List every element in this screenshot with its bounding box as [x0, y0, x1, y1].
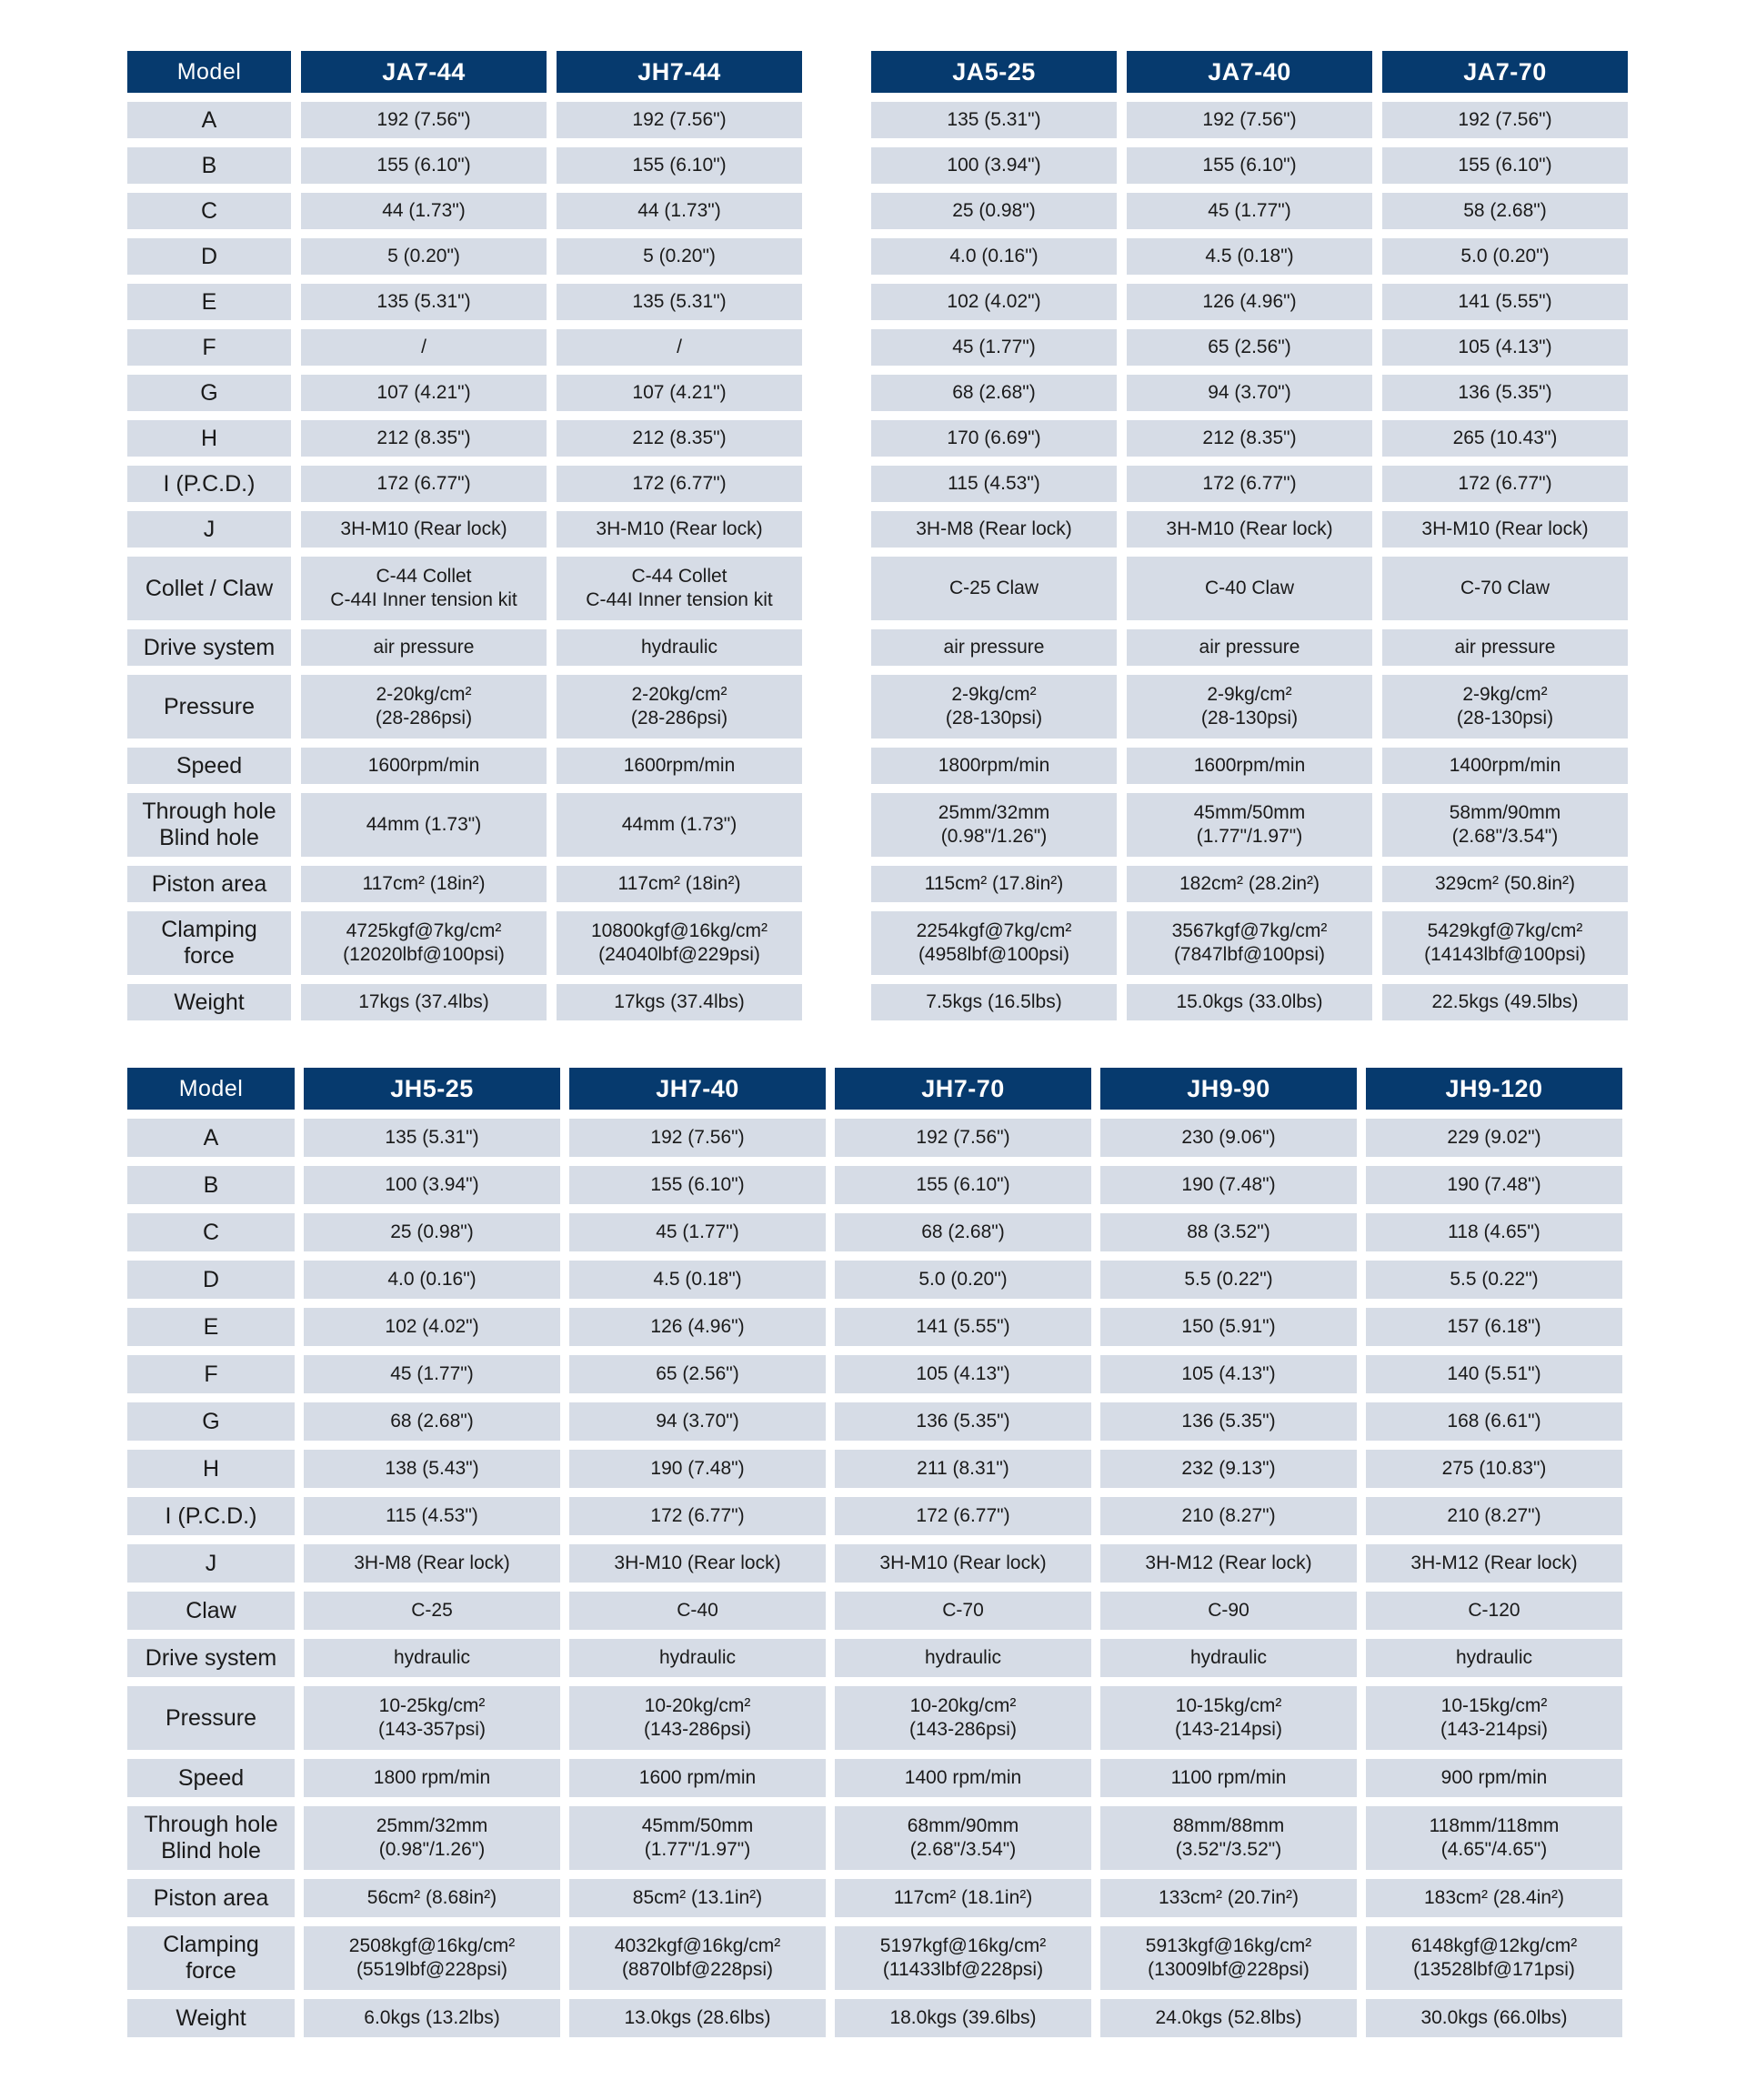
spec-cell: hydraulic: [835, 1639, 1091, 1677]
spec-cell: 5197kgf@16kg/cm² (11433lbf@228psi): [835, 1926, 1091, 1990]
spec-cell: 1600rpm/min: [557, 748, 802, 784]
spec-table-2: [127, 1068, 1622, 2037]
column-gap: [812, 51, 861, 93]
row-label: Pressure: [127, 675, 291, 739]
row-label: Through hole Blind hole: [127, 793, 291, 857]
spec-cell: 100 (3.94"): [871, 147, 1117, 184]
model-header: JA7-70: [1382, 51, 1628, 93]
row-label: G: [127, 375, 291, 411]
model-header: JH9-90: [1100, 1068, 1357, 1110]
spec-cell: 107 (4.21"): [557, 375, 802, 411]
spec-cell: 115 (4.53"): [304, 1497, 560, 1535]
spec-cell: 4.5 (0.18"): [1127, 238, 1372, 275]
spec-cell: 105 (4.13"): [835, 1355, 1091, 1393]
spec-cell: 102 (4.02"): [871, 284, 1117, 320]
model-header: JH5-25: [304, 1068, 560, 1110]
spec-cell: 5429kgf@7kg/cm² (14143lbf@100psi): [1382, 911, 1628, 975]
spec-cell: 25 (0.98"): [304, 1213, 560, 1251]
spec-cell: 275 (10.83"): [1366, 1450, 1622, 1488]
spec-cell: 1800 rpm/min: [304, 1759, 560, 1797]
spec-cell: 25mm/32mm (0.98"/1.26"): [871, 793, 1117, 857]
spec-cell: 5913kgf@16kg/cm² (13009lbf@228psi): [1100, 1926, 1357, 1990]
spec-cell: 2-9kg/cm² (28-130psi): [1127, 675, 1372, 739]
spec-cell: C-40: [569, 1592, 826, 1630]
spec-cell: 136 (5.35"): [835, 1402, 1091, 1441]
spec-cell: C-90: [1100, 1592, 1357, 1630]
spec-cell: 172 (6.77"): [557, 466, 802, 502]
spec-cell: 232 (9.13"): [1100, 1450, 1357, 1488]
spec-cell: 3H-M8 (Rear lock): [871, 511, 1117, 548]
model-header: JH7-40: [569, 1068, 826, 1110]
spec-cell: 10-20kg/cm² (143-286psi): [835, 1686, 1091, 1750]
spec-cell: 65 (2.56"): [1127, 329, 1372, 366]
spec-cell: 133cm² (20.7in²): [1100, 1879, 1357, 1917]
spec-cell: 4.0 (0.16"): [871, 238, 1117, 275]
spec-cell: 155 (6.10"): [1127, 147, 1372, 184]
spec-cell: 117cm² (18in²): [557, 866, 802, 902]
spec-cell: 3H-M10 (Rear lock): [557, 511, 802, 548]
spec-cell: 136 (5.35"): [1382, 375, 1628, 411]
spec-cell: /: [557, 329, 802, 366]
spec-cell: 68 (2.68"): [835, 1213, 1091, 1251]
spec-cell: 1100 rpm/min: [1100, 1759, 1357, 1797]
spec-cell: 13.0kgs (28.6lbs): [569, 1999, 826, 2037]
spec-cell: 44 (1.73"): [301, 193, 547, 229]
spec-cell: 2254kgf@7kg/cm² (4958lbf@100psi): [871, 911, 1117, 975]
spec-cell: 172 (6.77"): [569, 1497, 826, 1535]
spec-cell: C-25: [304, 1592, 560, 1630]
spec-cell: 2-9kg/cm² (28-130psi): [1382, 675, 1628, 739]
spec-cell: 172 (6.77"): [1382, 466, 1628, 502]
spec-cell: air pressure: [1382, 629, 1628, 666]
spec-cell: hydraulic: [1100, 1639, 1357, 1677]
spec-cell: 230 (9.06"): [1100, 1119, 1357, 1157]
spec-cell: 45mm/50mm (1.77"/1.97"): [569, 1806, 826, 1870]
row-label: E: [127, 1308, 295, 1346]
spec-cell: 118mm/118mm (4.65"/4.65"): [1366, 1806, 1622, 1870]
spec-cell: 192 (7.56"): [557, 102, 802, 138]
row-label: Drive system: [127, 629, 291, 666]
spec-cell: 212 (8.35"): [301, 420, 547, 457]
spec-cell: 10800kgf@16kg/cm² (24040lbf@229psi): [557, 911, 802, 975]
spec-cell: 88 (3.52"): [1100, 1213, 1357, 1251]
spec-cell: 5 (0.20"): [301, 238, 547, 275]
spec-cell: 136 (5.35"): [1100, 1402, 1357, 1441]
spec-cell: 5.5 (0.22"): [1366, 1261, 1622, 1299]
spec-cell: 45 (1.77"): [304, 1355, 560, 1393]
column-gap: [812, 511, 861, 548]
spec-cell: 15.0kgs (33.0lbs): [1127, 984, 1372, 1020]
spec-cell: 105 (4.13"): [1100, 1355, 1357, 1393]
column-gap: [812, 193, 861, 229]
column-gap: [812, 375, 861, 411]
spec-cell: 3H-M10 (Rear lock): [1127, 511, 1372, 548]
spec-cell: 211 (8.31"): [835, 1450, 1091, 1488]
spec-cell: C-120: [1366, 1592, 1622, 1630]
spec-cell: 265 (10.43"): [1382, 420, 1628, 457]
spec-cell: 115 (4.53"): [871, 466, 1117, 502]
spec-cell: 192 (7.56"): [835, 1119, 1091, 1157]
spec-cell: 155 (6.10"): [1382, 147, 1628, 184]
spec-cell: 3H-M10 (Rear lock): [569, 1544, 826, 1583]
spec-cell: 45 (1.77"): [871, 329, 1117, 366]
spec-cell: 4.0 (0.16"): [304, 1261, 560, 1299]
spec-cell: 172 (6.77"): [835, 1497, 1091, 1535]
row-label: Claw: [127, 1592, 295, 1630]
spec-cell: 3H-M12 (Rear lock): [1366, 1544, 1622, 1583]
row-label: Through hole Blind hole: [127, 1806, 295, 1870]
column-gap: [812, 147, 861, 184]
spec-cell: 105 (4.13"): [1382, 329, 1628, 366]
spec-cell: 329cm² (50.8in²): [1382, 866, 1628, 902]
spec-cell: 115cm² (17.8in²): [871, 866, 1117, 902]
spec-cell: 45 (1.77"): [1127, 193, 1372, 229]
row-label: H: [127, 1450, 295, 1488]
spec-cell: 1600 rpm/min: [569, 1759, 826, 1797]
spec-cell: 192 (7.56"): [1127, 102, 1372, 138]
spec-cell: 65 (2.56"): [569, 1355, 826, 1393]
spec-cell: 135 (5.31"): [557, 284, 802, 320]
row-label: Collet / Claw: [127, 557, 291, 620]
spec-cell: 18.0kgs (39.6lbs): [835, 1999, 1091, 2037]
spec-cell: 44mm (1.73"): [301, 793, 547, 857]
spec-cell: 192 (7.56"): [569, 1119, 826, 1157]
spec-cell: 172 (6.77"): [1127, 466, 1372, 502]
column-gap: [812, 284, 861, 320]
spec-cell: 4.5 (0.18"): [569, 1261, 826, 1299]
column-gap: [812, 629, 861, 666]
spec-cell: 5.5 (0.22"): [1100, 1261, 1357, 1299]
spec-cell: 138 (5.43"): [304, 1450, 560, 1488]
spec-table-1: [127, 51, 1628, 1020]
spec-cell: 126 (4.96"): [569, 1308, 826, 1346]
spec-cell: 135 (5.31"): [871, 102, 1117, 138]
spec-cell: 107 (4.21"): [301, 375, 547, 411]
spec-cell: air pressure: [871, 629, 1117, 666]
spec-cell: 141 (5.55"): [835, 1308, 1091, 1346]
spec-cell: 45mm/50mm (1.77"/1.97"): [1127, 793, 1372, 857]
row-label: E: [127, 284, 291, 320]
spec-cell: 1600rpm/min: [301, 748, 547, 784]
spec-cell: 900 rpm/min: [1366, 1759, 1622, 1797]
column-gap: [812, 793, 861, 857]
spec-cell: 4032kgf@16kg/cm² (8870lbf@228psi): [569, 1926, 826, 1990]
spec-cell: 212 (8.35"): [557, 420, 802, 457]
spec-cell: 58 (2.68"): [1382, 193, 1628, 229]
spec-cell: 4725kgf@7kg/cm² (12020lbf@100psi): [301, 911, 547, 975]
spec-cell: 25 (0.98"): [871, 193, 1117, 229]
spec-cell: C-40 Claw: [1127, 557, 1372, 620]
model-header: JA5-25: [871, 51, 1117, 93]
spec-cell: 190 (7.48"): [569, 1450, 826, 1488]
spec-cell: C-44 Collet C-44I Inner tension kit: [301, 557, 547, 620]
spec-cell: 17kgs (37.4lbs): [301, 984, 547, 1020]
column-gap: [812, 866, 861, 902]
row-label: B: [127, 1166, 295, 1204]
column-gap: [812, 420, 861, 457]
column-gap: [812, 238, 861, 275]
spec-cell: 117cm² (18.1in²): [835, 1879, 1091, 1917]
spec-cell: C-70 Claw: [1382, 557, 1628, 620]
spec-cell: hydraulic: [1366, 1639, 1622, 1677]
row-label: I (P.C.D.): [127, 1497, 295, 1535]
spec-cell: 7.5kgs (16.5lbs): [871, 984, 1117, 1020]
spec-cell: 10-15kg/cm² (143-214psi): [1100, 1686, 1357, 1750]
spec-cell: 6148kgf@12kg/cm² (13528lbf@171psi): [1366, 1926, 1622, 1990]
spec-cell: 3H-M12 (Rear lock): [1100, 1544, 1357, 1583]
row-label: Piston area: [127, 866, 291, 902]
spec-cell: 135 (5.31"): [301, 284, 547, 320]
spec-cell: 155 (6.10"): [301, 147, 547, 184]
spec-cell: 58mm/90mm (2.68"/3.54"): [1382, 793, 1628, 857]
spec-cell: 1600rpm/min: [1127, 748, 1372, 784]
model-header: JH7-70: [835, 1068, 1091, 1110]
spec-cell: 118 (4.65"): [1366, 1213, 1622, 1251]
spec-cell: 155 (6.10"): [557, 147, 802, 184]
spec-cell: 94 (3.70"): [1127, 375, 1372, 411]
row-label: H: [127, 420, 291, 457]
spec-cell: hydraulic: [569, 1639, 826, 1677]
model-header: JA7-44: [301, 51, 547, 93]
spec-cell: 141 (5.55"): [1382, 284, 1628, 320]
row-label: J: [127, 511, 291, 548]
row-label: Drive system: [127, 1639, 295, 1677]
spec-cell: 102 (4.02"): [304, 1308, 560, 1346]
column-gap: [812, 984, 861, 1020]
spec-cell: 100 (3.94"): [304, 1166, 560, 1204]
row-label: A: [127, 102, 291, 138]
row-label: A: [127, 1119, 295, 1157]
spec-cell: 190 (7.48"): [1366, 1166, 1622, 1204]
model-header: JH9-120: [1366, 1068, 1622, 1110]
column-gap: [812, 911, 861, 975]
spec-cell: 170 (6.69"): [871, 420, 1117, 457]
spec-cell: 5.0 (0.20"): [835, 1261, 1091, 1299]
spec-cell: 45 (1.77"): [569, 1213, 826, 1251]
row-label: I (P.C.D.): [127, 466, 291, 502]
spec-cell: 3H-M10 (Rear lock): [1382, 511, 1628, 548]
spec-cell: 24.0kgs (52.8lbs): [1100, 1999, 1357, 2037]
column-gap: [812, 557, 861, 620]
spec-cell: 168 (6.61"): [1366, 1402, 1622, 1441]
spec-cell: 1800rpm/min: [871, 748, 1117, 784]
spec-cell: 150 (5.91"): [1100, 1308, 1357, 1346]
spec-cell: 88mm/88mm (3.52"/3.52"): [1100, 1806, 1357, 1870]
spec-cell: 56cm² (8.68in²): [304, 1879, 560, 1917]
column-gap: [812, 466, 861, 502]
row-label: Weight: [127, 1999, 295, 2037]
spec-cell: 182cm² (28.2in²): [1127, 866, 1372, 902]
spec-cell: 157 (6.18"): [1366, 1308, 1622, 1346]
spec-cell: 44 (1.73"): [557, 193, 802, 229]
spec-cell: 6.0kgs (13.2lbs): [304, 1999, 560, 2037]
spec-cell: 94 (3.70"): [569, 1402, 826, 1441]
spec-cell: 3H-M10 (Rear lock): [835, 1544, 1091, 1583]
spec-cell: 210 (8.27"): [1366, 1497, 1622, 1535]
spec-cell: 155 (6.10"): [835, 1166, 1091, 1204]
spec-cell: /: [301, 329, 547, 366]
spec-cell: 2-20kg/cm² (28-286psi): [301, 675, 547, 739]
column-gap: [812, 329, 861, 366]
model-header: JA7-40: [1127, 51, 1372, 93]
spec-cell: 3H-M10 (Rear lock): [301, 511, 547, 548]
spec-cell: 68 (2.68"): [871, 375, 1117, 411]
column-header-model: Model: [127, 1068, 295, 1110]
spec-cell: 192 (7.56"): [301, 102, 547, 138]
spec-cell: 183cm² (28.4in²): [1366, 1879, 1622, 1917]
row-label: F: [127, 329, 291, 366]
row-label: Piston area: [127, 1879, 295, 1917]
spec-cell: 2508kgf@16kg/cm² (5519lbf@228psi): [304, 1926, 560, 1990]
spec-cell: hydraulic: [304, 1639, 560, 1677]
spec-cell: 5.0 (0.20"): [1382, 238, 1628, 275]
spec-cell: 10-25kg/cm² (143-357psi): [304, 1686, 560, 1750]
spec-cell: 2-9kg/cm² (28-130psi): [871, 675, 1117, 739]
spec-cell: C-25 Claw: [871, 557, 1117, 620]
spec-cell: 135 (5.31"): [304, 1119, 560, 1157]
spec-cell: 210 (8.27"): [1100, 1497, 1357, 1535]
row-label: J: [127, 1544, 295, 1583]
spec-cell: air pressure: [301, 629, 547, 666]
row-label: Weight: [127, 984, 291, 1020]
spec-cell: 190 (7.48"): [1100, 1166, 1357, 1204]
spec-cell: C-70: [835, 1592, 1091, 1630]
spec-cell: air pressure: [1127, 629, 1372, 666]
spec-cell: 17kgs (37.4lbs): [557, 984, 802, 1020]
spec-cell: 126 (4.96"): [1127, 284, 1372, 320]
spec-cell: 172 (6.77"): [301, 466, 547, 502]
column-header-model: Model: [127, 51, 291, 93]
spec-cell: 229 (9.02"): [1366, 1119, 1622, 1157]
spec-cell: 192 (7.56"): [1382, 102, 1628, 138]
spec-cell: 25mm/32mm (0.98"/1.26"): [304, 1806, 560, 1870]
spec-cell: 68 (2.68"): [304, 1402, 560, 1441]
spec-cell: 1400rpm/min: [1382, 748, 1628, 784]
spec-cell: 22.5kgs (49.5lbs): [1382, 984, 1628, 1020]
row-label: B: [127, 147, 291, 184]
row-label: Speed: [127, 748, 291, 784]
row-label: Pressure: [127, 1686, 295, 1750]
spec-cell: 85cm² (13.1in²): [569, 1879, 826, 1917]
spec-cell: 3567kgf@7kg/cm² (7847lbf@100psi): [1127, 911, 1372, 975]
row-label: G: [127, 1402, 295, 1441]
row-label: Clamping force: [127, 911, 291, 975]
spec-cell: 10-15kg/cm² (143-214psi): [1366, 1686, 1622, 1750]
spec-cell: hydraulic: [557, 629, 802, 666]
spec-cell: 155 (6.10"): [569, 1166, 826, 1204]
row-label: Clamping force: [127, 1926, 295, 1990]
row-label: C: [127, 1213, 295, 1251]
spec-cell: 1400 rpm/min: [835, 1759, 1091, 1797]
spec-cell: 44mm (1.73"): [557, 793, 802, 857]
model-header: JH7-44: [557, 51, 802, 93]
spec-cell: 30.0kgs (66.0lbs): [1366, 1999, 1622, 2037]
spec-cell: 3H-M8 (Rear lock): [304, 1544, 560, 1583]
spec-cell: 10-20kg/cm² (143-286psi): [569, 1686, 826, 1750]
spec-cell: 2-20kg/cm² (28-286psi): [557, 675, 802, 739]
row-label: Speed: [127, 1759, 295, 1797]
spec-cell: 5 (0.20"): [557, 238, 802, 275]
row-label: D: [127, 1261, 295, 1299]
spec-cell: C-44 Collet C-44I Inner tension kit: [557, 557, 802, 620]
spec-cell: 68mm/90mm (2.68"/3.54"): [835, 1806, 1091, 1870]
spec-cell: 117cm² (18in²): [301, 866, 547, 902]
spec-cell: 212 (8.35"): [1127, 420, 1372, 457]
row-label: D: [127, 238, 291, 275]
row-label: F: [127, 1355, 295, 1393]
column-gap: [812, 675, 861, 739]
spec-cell: 140 (5.51"): [1366, 1355, 1622, 1393]
column-gap: [812, 102, 861, 138]
column-gap: [812, 748, 861, 784]
row-label: C: [127, 193, 291, 229]
